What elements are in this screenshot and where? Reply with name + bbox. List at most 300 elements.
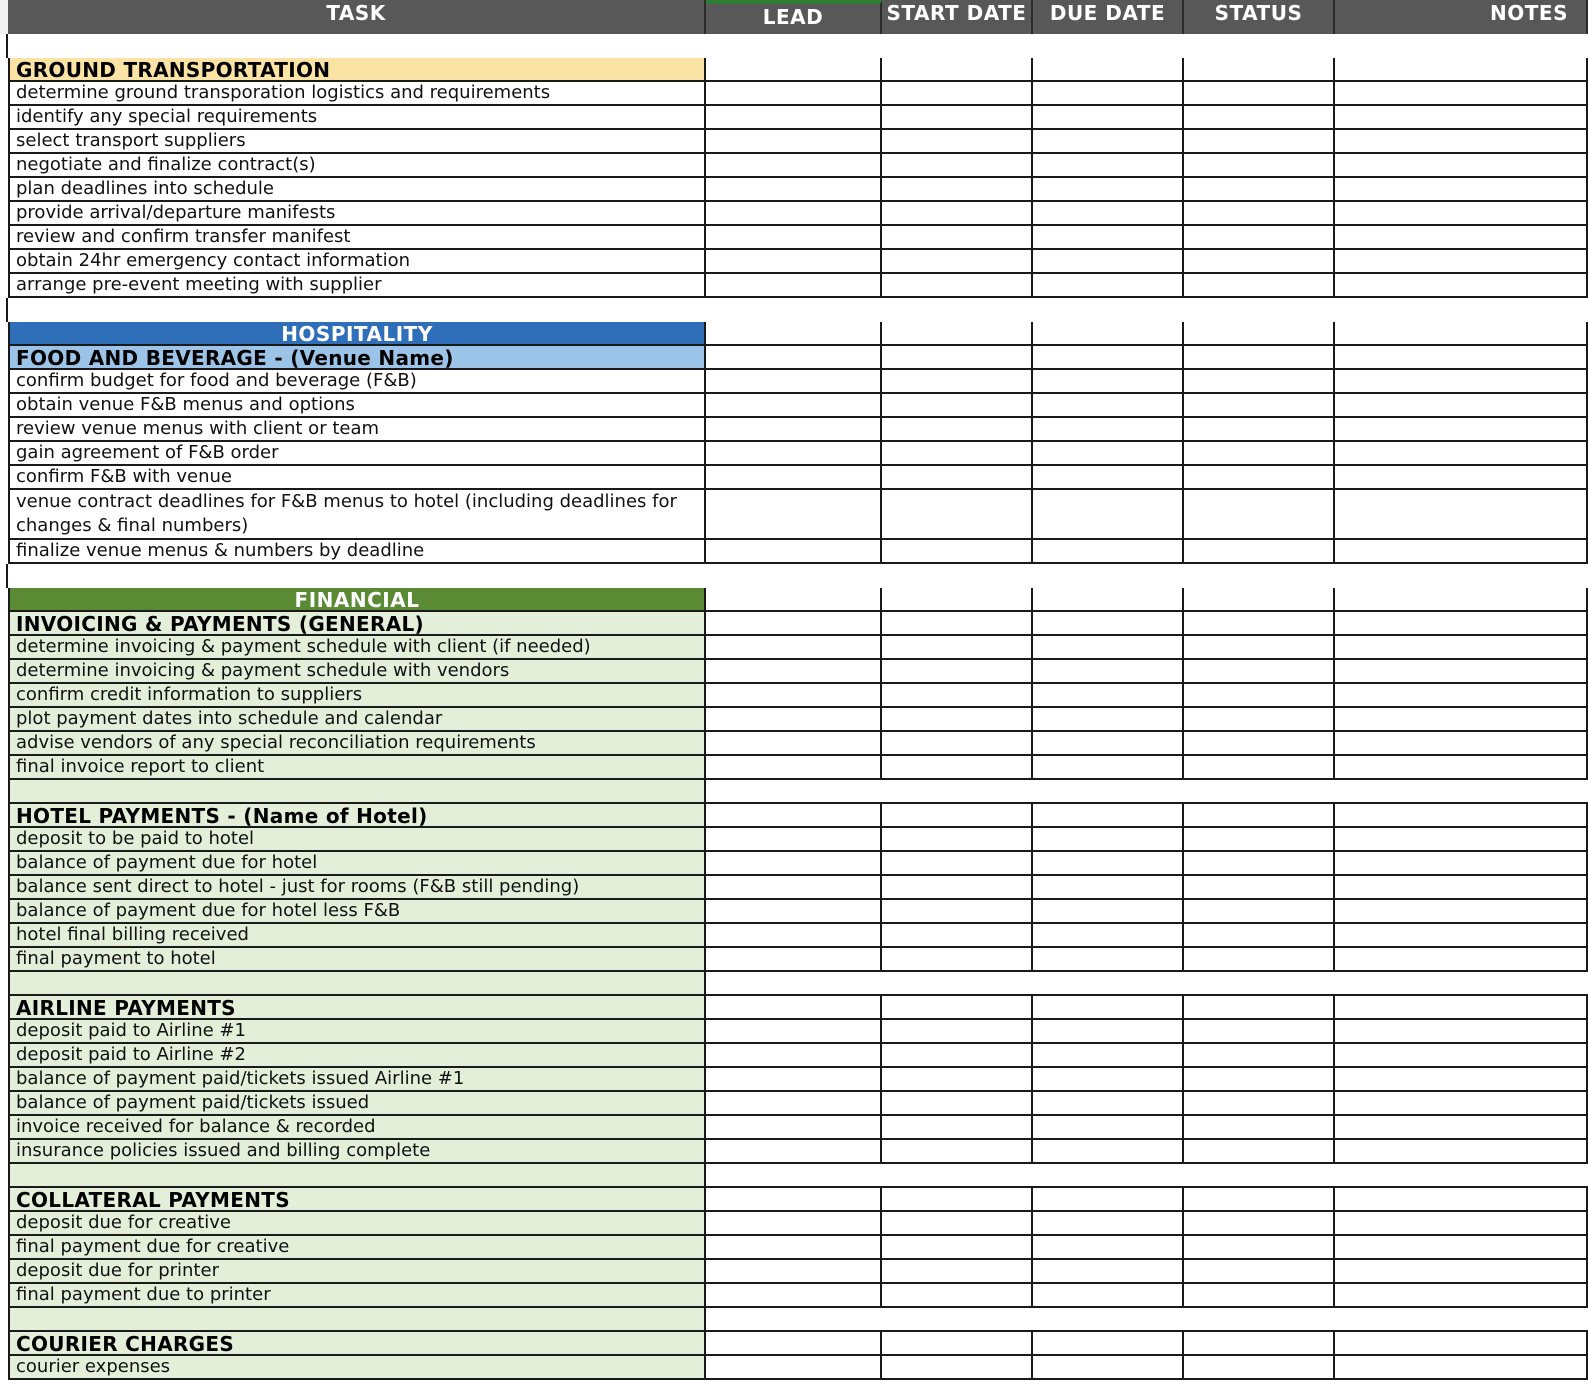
due-date-cell[interactable] <box>1033 588 1184 612</box>
category-band[interactable]: FINANCIAL <box>8 588 706 612</box>
status-cell[interactable] <box>1184 250 1335 274</box>
due-date-cell[interactable] <box>1033 708 1184 732</box>
lead-cell[interactable] <box>706 804 882 828</box>
status-cell[interactable] <box>1184 466 1335 490</box>
due-date-cell[interactable] <box>1033 1092 1184 1116</box>
status-cell[interactable] <box>1184 394 1335 418</box>
section-title[interactable]: GROUND TRANSPORTATION <box>8 58 706 82</box>
column-header-lead[interactable]: LEAD <box>706 0 882 34</box>
status-cell[interactable] <box>1184 226 1335 250</box>
start-date-cell[interactable] <box>882 708 1033 732</box>
due-date-cell[interactable] <box>1033 370 1184 394</box>
due-date-cell[interactable] <box>1033 1212 1184 1236</box>
lead-cell[interactable] <box>706 708 882 732</box>
start-date-cell[interactable] <box>882 684 1033 708</box>
task-cell[interactable]: gain agreement of F&B order <box>8 442 706 466</box>
task-cell[interactable]: insurance policies issued and billing complete <box>8 1140 706 1164</box>
notes-cell[interactable] <box>1335 106 1588 130</box>
lead-cell[interactable] <box>706 852 882 876</box>
due-date-cell[interactable] <box>1033 106 1184 130</box>
start-date-cell[interactable] <box>882 346 1033 370</box>
task-cell[interactable]: determine invoicing & payment schedule with vendors <box>8 660 706 684</box>
status-cell[interactable] <box>1184 660 1335 684</box>
lead-cell[interactable] <box>706 660 882 684</box>
task-cell[interactable]: review and confirm transfer manifest <box>8 226 706 250</box>
section-title[interactable]: AIRLINE PAYMENTS <box>8 996 706 1020</box>
start-date-cell[interactable] <box>882 660 1033 684</box>
lead-cell[interactable] <box>706 466 882 490</box>
task-cell[interactable]: obtain 24hr emergency contact information <box>8 250 706 274</box>
lead-cell[interactable] <box>706 948 882 972</box>
due-date-cell[interactable] <box>1033 82 1184 106</box>
task-cell[interactable]: determine ground transporation logistics and requirements <box>8 82 706 106</box>
due-date-cell[interactable] <box>1033 732 1184 756</box>
notes-cell[interactable] <box>1335 684 1588 708</box>
status-cell[interactable] <box>1184 418 1335 442</box>
status-cell[interactable] <box>1184 1092 1335 1116</box>
task-cell[interactable]: negotiate and finalize contract(s) <box>8 154 706 178</box>
spacer-cell[interactable] <box>8 972 706 996</box>
start-date-cell[interactable] <box>882 900 1033 924</box>
lead-cell[interactable] <box>706 636 882 660</box>
notes-cell[interactable] <box>1335 1260 1588 1284</box>
due-date-cell[interactable] <box>1033 684 1184 708</box>
due-date-cell[interactable] <box>1033 1140 1184 1164</box>
status-cell[interactable] <box>1184 756 1335 780</box>
task-cell[interactable]: review venue menus with client or team <box>8 418 706 442</box>
lead-cell[interactable] <box>706 1020 882 1044</box>
start-date-cell[interactable] <box>882 1140 1033 1164</box>
status-cell[interactable] <box>1184 370 1335 394</box>
task-cell[interactable]: hotel final billing received <box>8 924 706 948</box>
lead-cell[interactable] <box>706 684 882 708</box>
due-date-cell[interactable] <box>1033 1284 1184 1308</box>
status-cell[interactable] <box>1184 1020 1335 1044</box>
due-date-cell[interactable] <box>1033 612 1184 636</box>
task-cell[interactable]: deposit due for printer <box>8 1260 706 1284</box>
section-title[interactable]: COURIER CHARGES <box>8 1332 706 1356</box>
start-date-cell[interactable] <box>882 588 1033 612</box>
notes-cell[interactable] <box>1335 708 1588 732</box>
notes-cell[interactable] <box>1335 154 1588 178</box>
status-cell[interactable] <box>1184 828 1335 852</box>
status-cell[interactable] <box>1184 1332 1335 1356</box>
task-cell[interactable]: balance of payment due for hotel less F&B <box>8 900 706 924</box>
start-date-cell[interactable] <box>882 418 1033 442</box>
lead-cell[interactable] <box>706 58 882 82</box>
task-cell[interactable]: obtain venue F&B menus and options <box>8 394 706 418</box>
notes-cell[interactable] <box>1335 948 1588 972</box>
due-date-cell[interactable] <box>1033 58 1184 82</box>
lead-cell[interactable] <box>706 202 882 226</box>
notes-cell[interactable] <box>1335 250 1588 274</box>
due-date-cell[interactable] <box>1033 346 1184 370</box>
start-date-cell[interactable] <box>882 876 1033 900</box>
notes-cell[interactable] <box>1335 1332 1588 1356</box>
task-cell[interactable]: deposit due for creative <box>8 1212 706 1236</box>
notes-cell[interactable] <box>1335 322 1588 346</box>
section-title[interactable]: INVOICING & PAYMENTS (GENERAL) <box>8 612 706 636</box>
start-date-cell[interactable] <box>882 1188 1033 1212</box>
notes-cell[interactable] <box>1335 178 1588 202</box>
status-cell[interactable] <box>1184 82 1335 106</box>
notes-cell[interactable] <box>1335 732 1588 756</box>
start-date-cell[interactable] <box>882 828 1033 852</box>
start-date-cell[interactable] <box>882 1236 1033 1260</box>
notes-cell[interactable] <box>1335 490 1588 540</box>
notes-cell[interactable] <box>1335 612 1588 636</box>
task-cell[interactable]: plan deadlines into schedule <box>8 178 706 202</box>
due-date-cell[interactable] <box>1033 490 1184 540</box>
notes-cell[interactable] <box>1335 442 1588 466</box>
task-cell[interactable]: plot payment dates into schedule and calendar <box>8 708 706 732</box>
status-cell[interactable] <box>1184 852 1335 876</box>
task-cell[interactable]: deposit paid to Airline #2 <box>8 1044 706 1068</box>
due-date-cell[interactable] <box>1033 1044 1184 1068</box>
status-cell[interactable] <box>1184 804 1335 828</box>
status-cell[interactable] <box>1184 996 1335 1020</box>
task-cell[interactable]: courier expenses <box>8 1356 706 1380</box>
start-date-cell[interactable] <box>882 732 1033 756</box>
start-date-cell[interactable] <box>882 202 1033 226</box>
notes-cell[interactable] <box>1335 1116 1588 1140</box>
start-date-cell[interactable] <box>882 250 1033 274</box>
lead-cell[interactable] <box>706 1044 882 1068</box>
due-date-cell[interactable] <box>1033 1332 1184 1356</box>
notes-cell[interactable] <box>1335 370 1588 394</box>
start-date-cell[interactable] <box>882 852 1033 876</box>
lead-cell[interactable] <box>706 732 882 756</box>
column-header-notes[interactable]: NOTES <box>1335 0 1588 34</box>
notes-cell[interactable] <box>1335 1356 1588 1380</box>
start-date-cell[interactable] <box>882 756 1033 780</box>
notes-cell[interactable] <box>1335 1068 1588 1092</box>
due-date-cell[interactable] <box>1033 1020 1184 1044</box>
notes-cell[interactable] <box>1335 1140 1588 1164</box>
status-cell[interactable] <box>1184 1236 1335 1260</box>
task-cell[interactable]: advise vendors of any special reconciliation requirements <box>8 732 706 756</box>
due-date-cell[interactable] <box>1033 154 1184 178</box>
task-cell[interactable]: venue contract deadlines for F&B menus to hotel (including deadlines for changes & final numbers) <box>8 490 706 540</box>
start-date-cell[interactable] <box>882 1092 1033 1116</box>
notes-cell[interactable] <box>1335 924 1588 948</box>
due-date-cell[interactable] <box>1033 804 1184 828</box>
status-cell[interactable] <box>1184 1212 1335 1236</box>
lead-cell[interactable] <box>706 82 882 106</box>
spacer-cell[interactable] <box>8 780 706 804</box>
notes-cell[interactable] <box>1335 900 1588 924</box>
due-date-cell[interactable] <box>1033 322 1184 346</box>
status-cell[interactable] <box>1184 948 1335 972</box>
notes-cell[interactable] <box>1335 828 1588 852</box>
status-cell[interactable] <box>1184 900 1335 924</box>
notes-cell[interactable] <box>1335 226 1588 250</box>
notes-cell[interactable] <box>1335 636 1588 660</box>
start-date-cell[interactable] <box>882 1044 1033 1068</box>
notes-cell[interactable] <box>1335 466 1588 490</box>
status-cell[interactable] <box>1184 154 1335 178</box>
status-cell[interactable] <box>1184 708 1335 732</box>
task-cell[interactable]: provide arrival/departure manifests <box>8 202 706 226</box>
task-cell[interactable]: confirm budget for food and beverage (F&B) <box>8 370 706 394</box>
start-date-cell[interactable] <box>882 130 1033 154</box>
status-cell[interactable] <box>1184 1068 1335 1092</box>
task-cell[interactable]: select transport suppliers <box>8 130 706 154</box>
task-cell[interactable]: deposit paid to Airline #1 <box>8 1020 706 1044</box>
status-cell[interactable] <box>1184 130 1335 154</box>
status-cell[interactable] <box>1184 442 1335 466</box>
task-cell[interactable]: confirm F&B with venue <box>8 466 706 490</box>
task-cell[interactable]: identify any special requirements <box>8 106 706 130</box>
lead-cell[interactable] <box>706 876 882 900</box>
status-cell[interactable] <box>1184 1188 1335 1212</box>
due-date-cell[interactable] <box>1033 876 1184 900</box>
due-date-cell[interactable] <box>1033 756 1184 780</box>
lead-cell[interactable] <box>706 394 882 418</box>
due-date-cell[interactable] <box>1033 394 1184 418</box>
lead-cell[interactable] <box>706 322 882 346</box>
start-date-cell[interactable] <box>882 1284 1033 1308</box>
start-date-cell[interactable] <box>882 636 1033 660</box>
lead-cell[interactable] <box>706 1188 882 1212</box>
notes-cell[interactable] <box>1335 540 1588 564</box>
status-cell[interactable] <box>1184 322 1335 346</box>
notes-cell[interactable] <box>1335 82 1588 106</box>
task-cell[interactable]: final payment due to printer <box>8 1284 706 1308</box>
status-cell[interactable] <box>1184 684 1335 708</box>
due-date-cell[interactable] <box>1033 828 1184 852</box>
task-cell[interactable]: arrange pre-event meeting with supplier <box>8 274 706 298</box>
start-date-cell[interactable] <box>882 924 1033 948</box>
lead-cell[interactable] <box>706 1260 882 1284</box>
column-header-due-date[interactable]: DUE DATE <box>1033 0 1184 34</box>
due-date-cell[interactable] <box>1033 250 1184 274</box>
lead-cell[interactable] <box>706 346 882 370</box>
notes-cell[interactable] <box>1335 130 1588 154</box>
notes-cell[interactable] <box>1335 394 1588 418</box>
lead-cell[interactable] <box>706 900 882 924</box>
task-cell[interactable]: final invoice report to client <box>8 756 706 780</box>
due-date-cell[interactable] <box>1033 636 1184 660</box>
section-title[interactable]: COLLATERAL PAYMENTS <box>8 1188 706 1212</box>
status-cell[interactable] <box>1184 1284 1335 1308</box>
due-date-cell[interactable] <box>1033 1188 1184 1212</box>
notes-cell[interactable] <box>1335 202 1588 226</box>
status-cell[interactable] <box>1184 924 1335 948</box>
task-cell[interactable]: final payment to hotel <box>8 948 706 972</box>
status-cell[interactable] <box>1184 1116 1335 1140</box>
due-date-cell[interactable] <box>1033 1356 1184 1380</box>
task-cell[interactable]: balance sent direct to hotel - just for rooms (F&B still pending) <box>8 876 706 900</box>
start-date-cell[interactable] <box>882 1116 1033 1140</box>
status-cell[interactable] <box>1184 732 1335 756</box>
status-cell[interactable] <box>1184 58 1335 82</box>
task-cell[interactable]: balance of payment paid/tickets issued <box>8 1092 706 1116</box>
due-date-cell[interactable] <box>1033 130 1184 154</box>
status-cell[interactable] <box>1184 202 1335 226</box>
task-cell[interactable]: determine invoicing & payment schedule with client (if needed) <box>8 636 706 660</box>
due-date-cell[interactable] <box>1033 1068 1184 1092</box>
start-date-cell[interactable] <box>882 394 1033 418</box>
start-date-cell[interactable] <box>882 1020 1033 1044</box>
start-date-cell[interactable] <box>882 612 1033 636</box>
status-cell[interactable] <box>1184 490 1335 540</box>
status-cell[interactable] <box>1184 1044 1335 1068</box>
lead-cell[interactable] <box>706 154 882 178</box>
category-band[interactable]: HOSPITALITY <box>8 322 706 346</box>
status-cell[interactable] <box>1184 346 1335 370</box>
status-cell[interactable] <box>1184 540 1335 564</box>
lead-cell[interactable] <box>706 274 882 298</box>
notes-cell[interactable] <box>1335 756 1588 780</box>
due-date-cell[interactable] <box>1033 948 1184 972</box>
start-date-cell[interactable] <box>882 106 1033 130</box>
lead-cell[interactable] <box>706 1140 882 1164</box>
due-date-cell[interactable] <box>1033 1116 1184 1140</box>
notes-cell[interactable] <box>1335 274 1588 298</box>
lead-cell[interactable] <box>706 370 882 394</box>
column-header-status[interactable]: STATUS <box>1184 0 1335 34</box>
due-date-cell[interactable] <box>1033 202 1184 226</box>
spacer-cell[interactable] <box>8 1164 706 1188</box>
notes-cell[interactable] <box>1335 1020 1588 1044</box>
lead-cell[interactable] <box>706 540 882 564</box>
start-date-cell[interactable] <box>882 154 1033 178</box>
due-date-cell[interactable] <box>1033 852 1184 876</box>
task-cell[interactable]: finalize venue menus & numbers by deadline <box>8 540 706 564</box>
start-date-cell[interactable] <box>882 1356 1033 1380</box>
notes-cell[interactable] <box>1335 852 1588 876</box>
start-date-cell[interactable] <box>882 804 1033 828</box>
notes-cell[interactable] <box>1335 660 1588 684</box>
lead-cell[interactable] <box>706 250 882 274</box>
notes-cell[interactable] <box>1335 804 1588 828</box>
lead-cell[interactable] <box>706 1068 882 1092</box>
notes-cell[interactable] <box>1335 346 1588 370</box>
lead-cell[interactable] <box>706 1284 882 1308</box>
category-band-row <box>0 322 1588 346</box>
due-date-cell[interactable] <box>1033 178 1184 202</box>
status-cell[interactable] <box>1184 274 1335 298</box>
lead-cell[interactable] <box>706 1332 882 1356</box>
lead-cell[interactable] <box>706 1092 882 1116</box>
due-date-cell[interactable] <box>1033 442 1184 466</box>
lead-cell[interactable] <box>706 490 882 540</box>
notes-cell[interactable] <box>1335 1284 1588 1308</box>
due-date-cell[interactable] <box>1033 466 1184 490</box>
lead-cell[interactable] <box>706 1116 882 1140</box>
start-date-cell[interactable] <box>882 274 1033 298</box>
start-date-cell[interactable] <box>882 1212 1033 1236</box>
status-cell[interactable] <box>1184 106 1335 130</box>
lead-cell[interactable] <box>706 1236 882 1260</box>
lead-cell[interactable] <box>706 226 882 250</box>
start-date-cell[interactable] <box>882 466 1033 490</box>
due-date-cell[interactable] <box>1033 274 1184 298</box>
lead-cell[interactable] <box>706 756 882 780</box>
lead-cell[interactable] <box>706 418 882 442</box>
lead-cell[interactable] <box>706 106 882 130</box>
notes-cell[interactable] <box>1335 996 1588 1020</box>
due-date-cell[interactable] <box>1033 418 1184 442</box>
status-cell[interactable] <box>1184 1140 1335 1164</box>
notes-cell[interactable] <box>1335 1236 1588 1260</box>
start-date-cell[interactable] <box>882 948 1033 972</box>
notes-cell[interactable] <box>1335 588 1588 612</box>
spacer-cell[interactable] <box>8 1308 706 1332</box>
start-date-cell[interactable] <box>882 490 1033 540</box>
start-date-cell[interactable] <box>882 82 1033 106</box>
notes-cell[interactable] <box>1335 1212 1588 1236</box>
status-cell[interactable] <box>1184 1356 1335 1380</box>
lead-cell[interactable] <box>706 612 882 636</box>
status-cell[interactable] <box>1184 588 1335 612</box>
due-date-cell[interactable] <box>1033 1260 1184 1284</box>
task-cell[interactable]: confirm credit information to suppliers <box>8 684 706 708</box>
start-date-cell[interactable] <box>882 178 1033 202</box>
status-cell[interactable] <box>1184 178 1335 202</box>
due-date-cell[interactable] <box>1033 924 1184 948</box>
lead-cell[interactable] <box>706 178 882 202</box>
notes-cell[interactable] <box>1335 1092 1588 1116</box>
notes-cell[interactable] <box>1335 1044 1588 1068</box>
notes-cell[interactable] <box>1335 58 1588 82</box>
lead-cell[interactable] <box>706 130 882 154</box>
section-title[interactable]: FOOD AND BEVERAGE - (Venue Name) <box>8 346 706 370</box>
due-date-cell[interactable] <box>1033 660 1184 684</box>
due-date-cell[interactable] <box>1033 996 1184 1020</box>
lead-cell[interactable] <box>706 996 882 1020</box>
lead-cell[interactable] <box>706 924 882 948</box>
spacer-cell <box>706 972 1588 996</box>
lead-cell[interactable] <box>706 1212 882 1236</box>
status-cell[interactable] <box>1184 636 1335 660</box>
start-date-cell[interactable] <box>882 1260 1033 1284</box>
column-header-task[interactable]: TASK <box>8 0 706 34</box>
start-date-cell[interactable] <box>882 370 1033 394</box>
lead-cell[interactable] <box>706 588 882 612</box>
due-date-cell[interactable] <box>1033 226 1184 250</box>
task-cell[interactable]: invoice received for balance & recorded <box>8 1116 706 1140</box>
status-cell[interactable] <box>1184 612 1335 636</box>
lead-cell[interactable] <box>706 442 882 466</box>
task-cell[interactable]: balance of payment paid/tickets issued Airline #1 <box>8 1068 706 1092</box>
due-date-cell[interactable] <box>1033 1236 1184 1260</box>
notes-cell[interactable] <box>1335 1188 1588 1212</box>
start-date-cell[interactable] <box>882 540 1033 564</box>
lead-cell[interactable] <box>706 1356 882 1380</box>
start-date-cell[interactable] <box>882 1068 1033 1092</box>
start-date-cell[interactable] <box>882 58 1033 82</box>
notes-cell[interactable] <box>1335 876 1588 900</box>
status-cell[interactable] <box>1184 1260 1335 1284</box>
task-cell[interactable]: balance of payment due for hotel <box>8 852 706 876</box>
notes-cell[interactable] <box>1335 418 1588 442</box>
due-date-cell[interactable] <box>1033 540 1184 564</box>
task-cell[interactable]: deposit to be paid to hotel <box>8 828 706 852</box>
start-date-cell[interactable] <box>882 1332 1033 1356</box>
task-cell[interactable]: final payment due for creative <box>8 1236 706 1260</box>
lead-cell[interactable] <box>706 828 882 852</box>
start-date-cell[interactable] <box>882 322 1033 346</box>
section-title[interactable]: HOTEL PAYMENTS - (Name of Hotel) <box>8 804 706 828</box>
due-date-cell[interactable] <box>1033 900 1184 924</box>
status-cell[interactable] <box>1184 876 1335 900</box>
start-date-cell[interactable] <box>882 996 1033 1020</box>
start-date-cell[interactable] <box>882 442 1033 466</box>
column-header-start-date[interactable]: START DATE <box>882 0 1033 34</box>
start-date-cell[interactable] <box>882 226 1033 250</box>
